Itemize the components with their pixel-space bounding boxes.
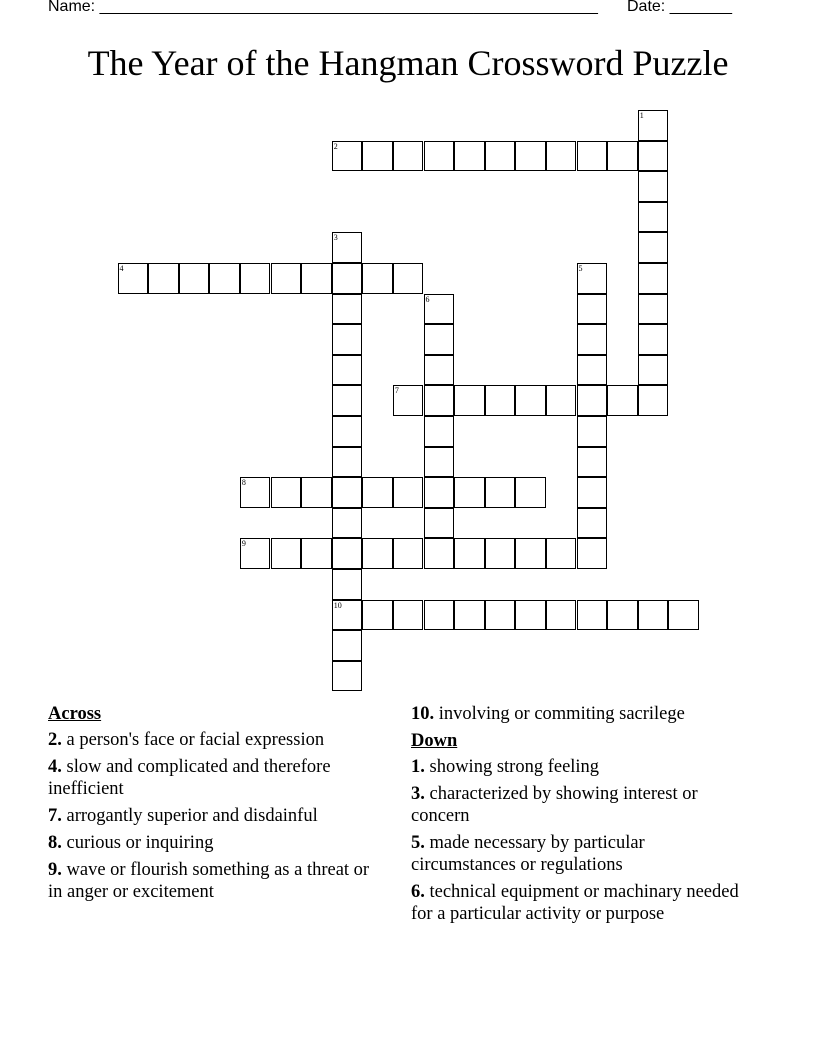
grid-cell[interactable] [546,385,577,416]
grid-cell[interactable] [638,263,669,294]
clue-text: involving or commiting sacrilege [438,704,685,724]
grid-cell[interactable] [546,538,577,569]
grid-cell[interactable] [638,110,669,141]
grid-cell[interactable] [362,477,393,508]
grid-cell[interactable] [485,538,516,569]
grid-cell[interactable] [607,141,638,172]
clue-text: characterized by showing interest or concern [411,784,698,826]
grid-cell[interactable] [515,141,546,172]
across-clue [48,805,388,827]
grid-cell[interactable] [638,355,669,386]
clues-column-left [48,703,388,908]
grid-cell[interactable] [362,263,393,294]
grid-cell[interactable] [424,294,455,325]
grid-cell[interactable] [607,600,638,631]
clue-text: wave or flourish something as a threat or in anger or excitement [48,860,370,902]
grid-cell[interactable] [362,600,393,631]
clue-text: curious or inquiring [66,833,214,853]
grid-cell[interactable] [332,294,363,325]
grid-cell[interactable] [332,630,363,661]
grid-cell[interactable] [393,385,424,416]
grid-cell[interactable] [546,141,577,172]
clue-number: 2. [48,730,62,750]
across-clue [48,756,388,800]
grid-cell[interactable] [148,263,179,294]
grid-cell[interactable] [424,508,455,539]
cell-number: 1 [639,111,644,120]
grid-cell[interactable] [577,263,608,294]
cell-number: 3 [333,233,338,243]
grid-cell[interactable] [577,416,608,447]
clue-number: 5. [411,833,425,853]
clue-text: showing strong feeling [429,757,600,777]
grid-cell[interactable] [577,385,608,416]
grid-cell[interactable] [638,141,669,172]
grid-cell[interactable] [332,508,363,539]
grid-cell[interactable] [393,263,424,294]
down-clue [411,881,751,925]
grid-cell[interactable] [332,477,363,508]
grid-cell[interactable] [577,294,608,325]
grid-cell[interactable] [179,263,210,294]
grid-cell[interactable] [638,294,669,325]
date-blank: _______ [669,0,732,15]
clue-number: 4. [48,757,62,777]
grid-cell[interactable] [546,600,577,631]
grid-cell[interactable] [454,385,485,416]
clue-number: 3. [411,784,425,804]
grid-cell[interactable] [638,385,669,416]
grid-cell[interactable] [638,202,669,233]
grid-cell[interactable] [638,171,669,202]
name-blank: ________________________________________________________ [99,0,598,15]
across-clue [48,729,388,751]
grid-cell[interactable] [424,600,455,631]
grid-cell[interactable] [332,324,363,355]
grid-cell[interactable] [118,263,149,294]
grid-cell[interactable] [577,477,608,508]
grid-cell[interactable] [485,385,516,416]
grid-cell[interactable] [485,477,516,508]
grid-cell[interactable] [332,355,363,386]
grid-cell[interactable] [332,600,363,631]
grid-cell[interactable] [638,232,669,263]
clue-number: 7. [48,806,62,826]
grid-cell[interactable] [577,600,608,631]
cell-number: 5 [578,264,583,273]
grid-cell[interactable] [638,600,669,631]
down-clue [411,756,751,778]
clues-column-right [411,703,751,930]
grid-cell[interactable] [332,569,363,600]
grid-cell[interactable] [454,141,485,172]
clue-text: arrogantly superior and disdainful [66,806,318,826]
down-clue [411,832,751,876]
grid-cell[interactable] [362,141,393,172]
name-label: Name: [48,0,96,15]
cell-number: 4 [119,264,124,273]
across-clue [48,859,388,903]
grid-cell[interactable] [515,538,546,569]
grid-cell[interactable] [424,324,455,355]
clue-number: 1. [411,757,425,777]
cell-number: 6 [425,294,430,304]
grid-cell[interactable] [393,600,424,631]
grid-cell[interactable] [424,355,455,386]
grid-cell[interactable] [301,538,332,569]
grid-cell[interactable] [577,141,608,172]
grid-cell[interactable] [424,416,455,447]
grid-cell[interactable] [332,447,363,478]
page-title: The Year of the Hangman Crossword Puzzle [87,43,729,83]
clue-number: 9. [48,860,62,880]
grid-cell[interactable] [240,263,271,294]
clue-text: a person's face or facial expression [66,730,325,750]
cell-number: 9 [241,539,246,549]
grid-cell[interactable] [332,661,363,692]
grid-cell[interactable] [271,538,302,569]
clue-number: 6. [411,882,425,902]
cell-number: 7 [394,386,399,396]
grid-cell[interactable] [577,324,608,355]
grid-cell[interactable] [393,477,424,508]
clue-number: 10. [411,704,435,724]
grid-cell[interactable] [271,263,302,294]
cell-number: 2 [333,141,338,151]
grid-cell[interactable] [240,538,271,569]
grid-cell[interactable] [424,385,455,416]
grid-cell[interactable] [271,477,302,508]
grid-cell[interactable] [424,141,455,172]
clue-text: slow and complicated and therefore inefficient [48,757,331,799]
grid-cell[interactable] [301,477,332,508]
grid-cell[interactable] [332,538,363,569]
grid-cell[interactable] [393,141,424,172]
grid-cell[interactable] [424,477,455,508]
grid-cell[interactable] [638,324,669,355]
grid-cell[interactable] [485,141,516,172]
down-heading: Down [411,731,458,751]
grid-cell[interactable] [332,263,363,294]
grid-cell[interactable] [424,538,455,569]
grid-cell[interactable] [454,538,485,569]
grid-cell[interactable] [454,600,485,631]
cell-number: 8 [241,478,246,488]
grid-cell[interactable] [362,538,393,569]
grid-cell[interactable] [577,355,608,386]
grid-cell[interactable] [485,600,516,631]
grid-cell[interactable] [209,263,240,294]
grid-cell[interactable] [577,538,608,569]
clue-text: made necessary by particular circumstances or regulations [411,833,645,875]
grid-cell[interactable] [607,385,638,416]
clue-text: technical equipment or machinary needed for a particular activity or purpose [411,882,739,924]
grid-cell[interactable] [240,477,271,508]
grid-cell[interactable] [393,538,424,569]
grid-cell[interactable] [332,385,363,416]
across-clue [411,703,751,725]
grid-cell[interactable] [668,600,699,631]
across-heading: Across [48,704,102,724]
cell-number: 10 [333,600,342,610]
across-clue [48,832,388,854]
grid-cell[interactable] [515,600,546,631]
grid-cell[interactable] [301,263,332,294]
grid-cell[interactable] [515,385,546,416]
grid-cell[interactable] [454,477,485,508]
grid-cell[interactable] [332,141,363,172]
clue-number: 8. [48,833,62,853]
date-label: Date: [627,0,666,15]
grid-cell[interactable] [424,447,455,478]
grid-cell[interactable] [332,416,363,447]
grid-cell[interactable] [577,508,608,539]
grid-cell[interactable] [515,477,546,508]
down-clue [411,783,751,827]
grid-cell[interactable] [577,447,608,478]
grid-cell[interactable] [332,232,363,263]
